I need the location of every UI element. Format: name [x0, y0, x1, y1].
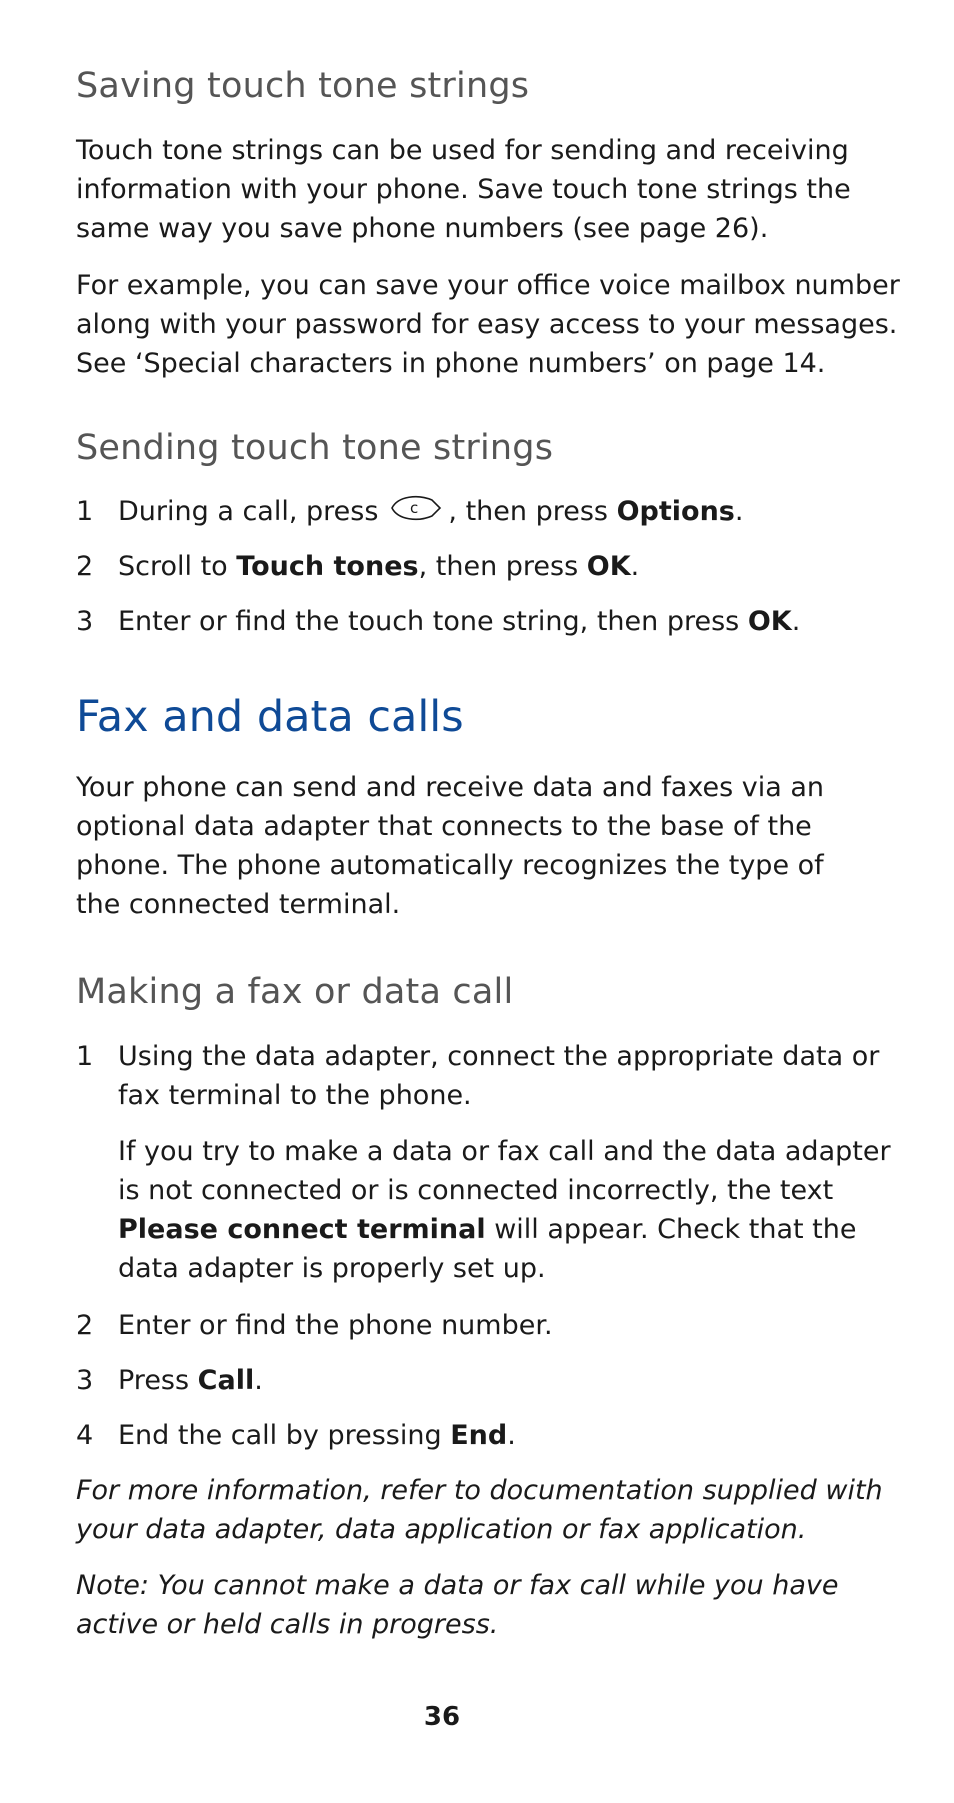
section-heading-making: Making a fax or data call: [76, 972, 514, 1012]
step-number: 4: [76, 1420, 94, 1451]
step-number: 1: [76, 1041, 94, 1072]
fax-intro-paragraph: [76, 768, 836, 924]
text-line: the connected terminal.: [76, 889, 401, 920]
saving-paragraph-2: [76, 266, 900, 383]
step-text: Scroll to Touch tones, then press OK.: [118, 551, 640, 582]
c-key-icon: [388, 492, 444, 535]
step-text: Enter or find the phone number.: [118, 1310, 553, 1341]
svg-text:c: c: [410, 499, 419, 517]
text-line: Using the data adapter, connect the appropriate data or: [118, 1041, 880, 1072]
text-line: If you try to make a data or fax call and the data adapter: [118, 1136, 891, 1167]
text-line: For example, you can save your office voice mailbox number: [76, 270, 900, 301]
step-number: 2: [76, 551, 94, 582]
text-line: along with your password for easy access to your messages.: [76, 309, 898, 340]
step-text: [118, 1037, 879, 1115]
text-line: Your phone can send and receive data and faxes via an: [76, 772, 825, 803]
text-line: active or held calls in progress.: [76, 1609, 499, 1640]
step-number: 3: [76, 1365, 94, 1396]
text-line: same way you save phone numbers (see page 26).: [76, 213, 769, 244]
section-heading-sending: Sending touch tone strings: [76, 428, 554, 468]
page-number: 36: [423, 1702, 461, 1732]
step-text: End the call by pressing End.: [118, 1420, 516, 1451]
note-paragraph: [76, 1566, 839, 1644]
step-number: 2: [76, 1310, 94, 1341]
text-line: Touch tone strings can be used for sending and receiving: [76, 135, 849, 166]
saving-paragraph-1: [76, 131, 851, 248]
section-heading-saving: Saving touch tone strings: [76, 66, 530, 106]
step-text: During a call, press c , then press Options.: [118, 492, 743, 535]
text-line: fax terminal to the phone.: [118, 1080, 472, 1111]
text-line: your data adapter, data application or fax application.: [76, 1514, 807, 1545]
text-line: optional data adapter that connects to the base of the: [76, 811, 812, 842]
text-line: See ‘Special characters in phone numbers’ on page 14.: [76, 348, 826, 379]
step-text: Press Call.: [118, 1365, 263, 1396]
text-line: is not connected or is connected incorrectly, the text: [118, 1175, 834, 1206]
text-line: Note: You cannot make a data or fax call while you have: [76, 1570, 839, 1601]
step-text: Enter or find the touch tone string, then press OK.: [118, 606, 801, 637]
step-note-text: [118, 1132, 891, 1288]
step-number: 3: [76, 606, 94, 637]
text-line: data adapter is properly set up.: [118, 1253, 546, 1284]
text-line: For more information, refer to documentation supplied with: [76, 1475, 883, 1506]
step-number: 1: [76, 496, 94, 527]
text-line: phone. The phone automatically recognizes the type of: [76, 850, 824, 881]
chapter-heading-fax: Fax and data calls: [76, 692, 464, 742]
text-line: Please connect terminal will appear. Check that the: [118, 1214, 857, 1245]
text-line: information with your phone. Save touch tone strings the: [76, 174, 851, 205]
more-info-paragraph: [76, 1471, 883, 1549]
